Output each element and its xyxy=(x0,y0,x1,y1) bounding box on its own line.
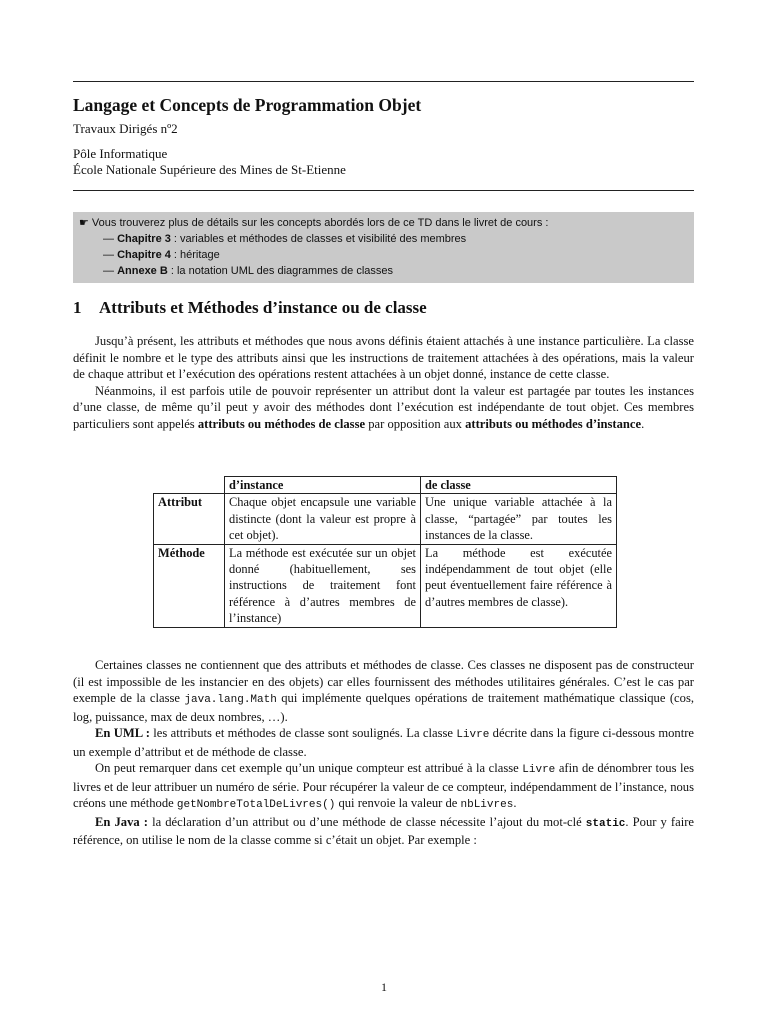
intro-text xyxy=(73,333,694,432)
text-run: Néanmoins, il est parfois utile de pouvoir représenter un attribut dont la valeur est partagée par toutes les instances d’une classe, de même qu’il peut y avoir des méthodes dont l’exécution est indépendante de tout objet. Ces membres particuliers sont appelés xyxy=(73,383,694,431)
table-row xyxy=(154,544,617,627)
org-line-2: École Nationale Supérieure des Mines de St-Etienne xyxy=(73,162,346,177)
text-run: décrite dans la figure ci-dessous montre un exemple d’attribut et de méthode de classe. xyxy=(73,726,695,759)
table-corner xyxy=(154,477,225,494)
header-bottom-rule xyxy=(73,190,694,191)
note-item-text: : héritage xyxy=(170,249,220,261)
note-list xyxy=(79,231,688,279)
section-title-text: Attributs et Méthodes d’instance ou de classe xyxy=(99,298,427,317)
document-title: Langage et Concepts de Programmation Objet xyxy=(73,95,422,115)
text-run: afin de dénombrer tous les livres et de leur attribuer un numéro de série. Pour récupérer la valeur de ce compteur, indépendamment de l’instance, nous créons une méthode xyxy=(73,761,694,810)
note-item-text: : la notation UML des diagrammes de classes xyxy=(167,265,394,277)
text-run: qui implémente quelques opérations de traitement mathématique classique (cos, log, puissance, max de deux nombres, …). xyxy=(73,691,694,724)
paragraph xyxy=(73,657,694,725)
text-run: On peut remarquer dans cet exemple qu’un unique compteur est attribué à la classe xyxy=(95,761,523,775)
section-heading xyxy=(73,298,427,318)
table-header-row xyxy=(154,477,617,494)
inline-code: Livre xyxy=(456,729,490,741)
page-number: 1 xyxy=(381,980,387,994)
column-header-instance: d’instance xyxy=(225,477,421,494)
course-note-box xyxy=(73,212,694,283)
text-run: . Pour y faire référence, on utilise le nom de la classe comme si c’était un objet. Par exemple : xyxy=(73,814,694,847)
table-cell: La méthode est exécutée sur un objet donné (habituellement, ses instructions de traitement font référence à d’autres membres de l’instance) xyxy=(225,544,421,627)
note-item xyxy=(79,263,688,279)
text-run: les attributs et méthodes de classe sont soulignés. La classe xyxy=(149,726,457,740)
inline-code: Livre xyxy=(522,764,556,776)
note-item-bold: Annexe B xyxy=(117,265,168,277)
top-rule xyxy=(73,81,694,82)
paragraph xyxy=(73,725,694,760)
section-number: 1 xyxy=(73,298,82,317)
row-header: Attribut xyxy=(154,494,225,544)
paragraph xyxy=(73,760,694,814)
note-item xyxy=(79,247,688,263)
inline-code: nbLivres xyxy=(460,799,514,811)
document-subtitle: Travaux Dirigés nº2 xyxy=(73,121,178,136)
note-dash: — xyxy=(103,249,114,261)
comparison-table xyxy=(153,476,617,628)
row-header: Méthode xyxy=(154,544,225,627)
paragraph xyxy=(73,383,694,433)
note-item-text: : variables et méthodes de classes et visibilité des membres xyxy=(170,233,467,245)
column-header-classe: de classe xyxy=(421,477,617,494)
inline-code: getNombreTotalDeLivres() xyxy=(176,799,336,811)
table-row xyxy=(154,494,617,544)
note-item-bold: Chapitre 4 xyxy=(117,249,171,261)
inline-code: java.lang.Math xyxy=(184,694,277,706)
org-line-1: Pôle Informatique xyxy=(73,146,168,161)
text-run: qui renvoie la valeur de xyxy=(335,796,461,810)
text-run: Certaines classes ne contiennent que des attributs et méthodes de classe. Ces classes ne disposent pas de constructeur (il est impossible de les instancier en des objets) car elles fournissent des méthodes utilitaires générales. C’est le cas par exemple de la classe xyxy=(73,658,694,705)
note-item-bold: Chapitre 3 xyxy=(117,233,171,245)
text-run: par opposition aux xyxy=(365,416,466,431)
note-dash: — xyxy=(103,265,114,277)
table-cell: Une unique variable attachée à la classe, “partagée” par toutes les instances de la classe. xyxy=(421,494,617,544)
note-dash: — xyxy=(103,233,114,245)
bold-label: En UML : xyxy=(95,726,150,740)
bold-term: attributs ou méthodes d’instance xyxy=(465,416,642,431)
text-run: . xyxy=(641,416,645,431)
note-intro: ☛ Vous trouverez plus de détails sur les concepts abordés lors de ce TD dans le livret de cours : xyxy=(79,217,549,229)
bold-term: attributs ou méthodes de classe xyxy=(197,416,366,431)
text-run: la déclaration d’un attribut ou d’une méthode de classe nécessite l’ajout du mot-clé xyxy=(147,814,586,829)
bold-label: En Java : xyxy=(95,814,148,829)
inline-code: static xyxy=(585,817,626,830)
table-cell: Chaque objet encapsule une variable distincte (dont la valeur est propre à cet objet). xyxy=(225,494,421,544)
table-cell: La méthode est exécutée indépendamment de tout objet (elle peut éventuellement faire référence à d’autres membres de classe). xyxy=(421,544,617,627)
body-text xyxy=(73,657,694,849)
text-run: . xyxy=(513,796,517,810)
paragraph xyxy=(73,814,694,849)
paragraph: Jusqu’à présent, les attributs et méthodes que nous avons définis étaient attachés à une instance particulière. La classe définit le nombre et le type des attributs ainsi que les instructions de traitement attachées à des opérations, mais la valeur de chaque attribut et l’exécution des opérations restent attachées à un objet donné, instance de cette classe. xyxy=(73,334,694,381)
note-item xyxy=(79,231,688,247)
